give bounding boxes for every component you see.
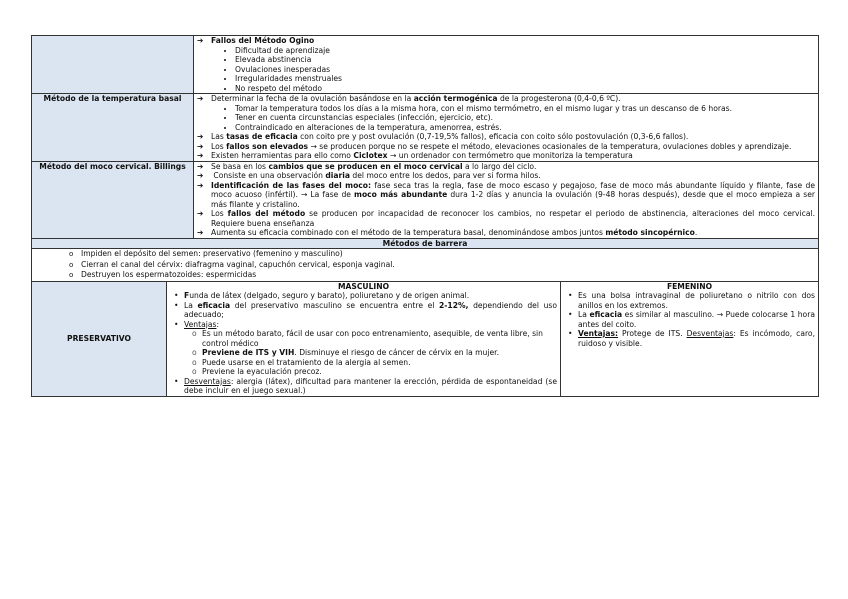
barrera-list-row — [32, 249, 819, 282]
temperatura-bullets — [197, 104, 815, 133]
arrow-icon: ➔ — [197, 209, 204, 218]
list-item: o Destruyen los espermatozoides: espermicidas — [69, 270, 257, 279]
list-item: • No respeto del método — [235, 84, 815, 94]
list-item: • Ovulaciones inesperadas — [235, 65, 815, 75]
list-item: o Cierran el canal del cérvix: diafragma vaginal, capuchón cervical, esponja vaginal. — [69, 259, 395, 269]
list-item: • Contraindicado en alteraciones de la temperatura, amenorrea, estrés. — [235, 123, 815, 133]
arrow-icon: ➔ — [197, 94, 204, 103]
bullet-icon: • — [174, 300, 179, 310]
ogino-row — [32, 36, 819, 94]
temperatura-row — [32, 94, 819, 162]
ogino-fallos-list — [197, 46, 815, 94]
list-item: o Previene de ITS y VIH. Disminuye el riesgo de cáncer de cérvix en la mujer. — [192, 348, 499, 357]
arrow-icon: ➔ — [197, 171, 204, 180]
bullet-icon: • — [568, 310, 573, 319]
billings-content-cell: ➔ Se basa en los cambios que se producen en el moco cervical a lo largo del ciclo. ➔ Consiste en una observación diaria del moco entre los dedos, para ver si forma hilos. ➔ Identificación de las fases del moco: fase seca tras la regla, fase de moco escaso y pegajoso, fase de moco más abundante líquido y filante, fase de moco acuoso (infértil). → La fase de moco más abundante dura 1-2 días y anuncia la ovulación (9-48 horas después), desde que el moco empieza a ser más filante y cristalino. ➔ Los fallos del método se producen por incapacidad de reconocer los cambios, no respetar el periodo de abstinencia, alteraciones del moco cervical. Requiere buena enseñanza ➔ Aumenta su eficacia combinado con el método de la temperatura basal, denominándose ambos juntos método sincopérnico. — [194, 161, 819, 238]
bullet-icon: • — [174, 376, 179, 386]
arrow-icon: ➔ — [197, 180, 204, 190]
list-item: o Es un método barato, fácil de usar con poco entrenamiento, asequible, de venta libre, sin control médico — [192, 329, 543, 348]
masculino-heading: MASCULINO — [337, 281, 390, 291]
circle-bullet-icon: o — [192, 357, 197, 367]
bullet-icon: • — [174, 319, 179, 329]
circle-bullet-icon: o — [192, 367, 197, 376]
list-item: • Tener en cuenta circunstancias especiales (infección, ejercicio, etc). — [235, 113, 815, 123]
arrow-icon: ➔ — [197, 141, 204, 151]
methods-table — [31, 35, 819, 282]
bullet-icon: • — [568, 329, 573, 338]
circle-bullet-icon: o — [192, 329, 197, 338]
circle-bullet-icon: o — [192, 348, 197, 357]
ogino-label-cell — [32, 36, 194, 94]
billings-label: Método del moco cervical. Billings — [32, 161, 194, 238]
bullet-icon: • — [568, 291, 573, 300]
ogino-fallos-title: Fallos del Método Ogino — [211, 36, 315, 45]
barrera-heading-row — [32, 238, 819, 249]
circle-bullet-icon: o — [69, 250, 74, 258]
ogino-content-cell — [194, 36, 819, 94]
temperatura-content-cell: ➔ Determinar la fecha de la ovulación basándose en la acción termogénica de la progesterona (0,4-0,6 ºC). • Tomar la temperatura todos los días a la misma hora, con el mismo termómetro, en el mismo lugar y tras un descanso de 6 horas. • Tener en cuenta circunstancias especiales (infección, ejercicio, etc). • Contraindicado en alteraciones de la temperatura, amenorrea, estrés. ➔ Las tasas de eficacia con coito pre y post ovulación (0,7-19,5% fallos), eficacia con coito sólo postovulación (0,3-6,6 fallos). ➔ Los fallos son elevados → se producen porque no se respete el método, elevaciones ocasionales de la temperatura, ovulaciones dobles y aprendizaje. ➔ Existen herramientas para ello como Ciclotex → un ordenador con termómetro que monitoriza la temperatura — [194, 94, 819, 162]
document-page — [31, 35, 819, 397]
preservativo-table — [31, 281, 819, 397]
masculino-cell: MASCULINO • Funda de látex (delgado, seguro y barato), poliuretano y de origen animal. • La eficacia del preservativo masculino se encuentra entre el 2-12%, dependiendo del uso adecuado; • Ventajas: o Es un método barato, fácil de usar con poco entrenamiento, asequible, de venta libre, sin control médico o Previene de ITS y VIH. Disminuye el riesgo de cáncer de cérvix en la mujer. o Puede usarse en el tratamiento de la alergia al semen. o Previene la eyaculación precoz. • Desventajas: alergia (látex), dificultad para mantener la erección, pérdida de espontaneidad (se debe incluir en el juego sexual.) — [167, 281, 561, 396]
list-item: • Irregularidades menstruales — [235, 74, 815, 84]
circle-bullet-icon: o — [69, 260, 74, 269]
billings-row — [32, 161, 819, 238]
arrow-icon: ➔ — [197, 132, 204, 141]
preservativo-label: PRESERVATIVO — [32, 281, 167, 396]
list-item: o Impiden el depósito del semen: preservativo (femenino y masculino) — [69, 249, 343, 258]
list-item: • Elevada abstinencia — [235, 55, 815, 65]
arrow-icon: ➔ — [197, 228, 204, 237]
preservativo-row — [32, 281, 819, 396]
bullet-icon: • — [174, 291, 179, 300]
barrera-list-cell — [32, 249, 819, 282]
femenino-cell: FEMENINO • Es una bolsa intravaginal de poliuretano o nitrilo con dos anillos en los extremos. • La eficacia es similar al masculino. → Puede colocarse 1 hora antes del coito. • Ventajas: Protege de ITS. Desventajas: Es incómodo, caro, ruidoso y visible. — [561, 281, 819, 396]
list-item: • Tomar la temperatura todos los días a la misma hora, con el mismo termómetro, en el mismo lugar y tras un descanso de 6 horas. — [235, 104, 815, 114]
list-item: o Puede usarse en el tratamiento de la alergia al semen. — [192, 357, 411, 367]
arrow-icon: ➔ — [197, 151, 204, 160]
temperatura-label: Método de la temperatura basal — [32, 94, 194, 162]
arrow-icon: ➔ — [197, 36, 204, 45]
arrow-icon: ➔ — [197, 161, 204, 171]
list-item: o Previene la eyaculación precoz. — [192, 367, 322, 376]
circle-bullet-icon: o — [69, 271, 74, 279]
list-item: • Dificultad de aprendizaje — [235, 46, 815, 56]
femenino-heading: FEMENINO — [666, 281, 713, 291]
section-title: Métodos de barrera — [32, 238, 819, 249]
